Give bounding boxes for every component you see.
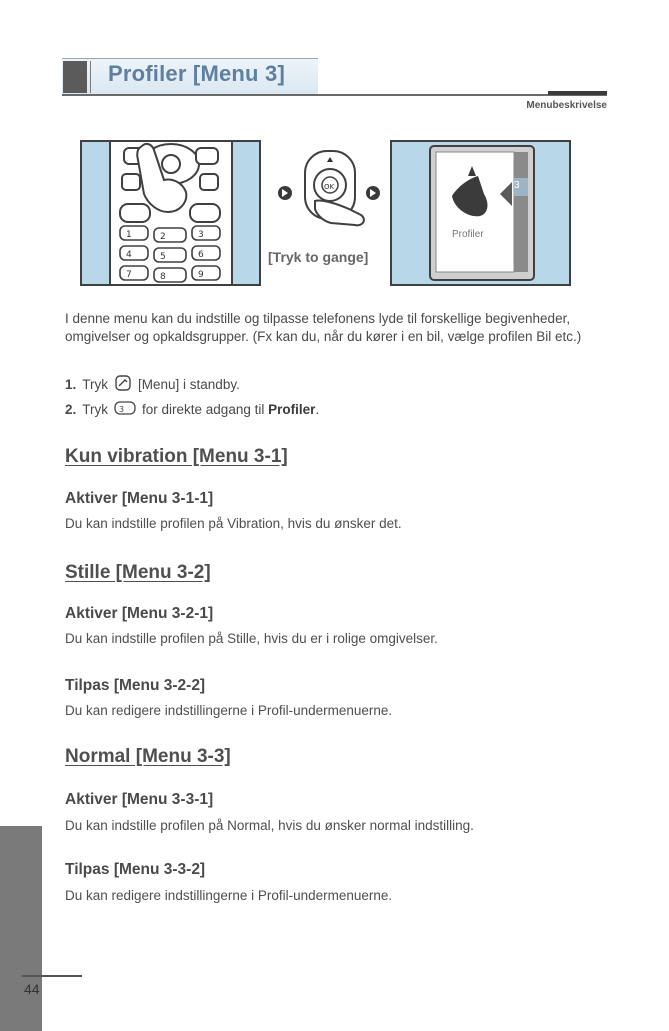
svg-text:1: 1: [126, 230, 132, 240]
key-3-icon: [114, 400, 136, 419]
svg-text:OK: OK: [324, 183, 335, 191]
nav-key-illustration: [275, 143, 387, 243]
step-number: 1.: [65, 377, 77, 392]
intro-paragraph: I denne menu kan du indstille og tilpasse telefonens lyde til forskellige begivenheder, omgivelser og opkaldsgrupper. (Fx kan du, når du kører i en bil, vælge profilen Bil etc.): [65, 311, 582, 344]
subheading-vibration-activate: Aktiver [Menu 3-1-1]: [65, 490, 214, 507]
svg-text:5: 5: [160, 252, 166, 262]
step-text: [Menu] i standby.: [138, 377, 240, 392]
text-silent-customize: Du kan redigere indstillingerne i Profil-undermenuerne.: [65, 703, 393, 718]
page-number-rule: [22, 975, 82, 977]
svg-text:4: 4: [126, 250, 132, 260]
header-rule-accent: [548, 91, 607, 95]
step-text: Tryk: [82, 377, 109, 392]
step-2: 2. Tryk 3 for direkte adgang til Profiler .: [65, 402, 320, 417]
section-subheader: Menubeskrivelse: [526, 100, 607, 111]
svg-text:8: 8: [160, 272, 166, 282]
text-silent-activate: Du kan indstille profilen på Stille, hvis du er i rolige omgivelser.: [65, 631, 438, 646]
section-heading-silent: Stille [Menu 3-2]: [65, 562, 211, 583]
svg-text:2: 2: [160, 232, 166, 242]
menu-key-icon: [114, 374, 132, 395]
subheading-normal-customize: Tilpas [Menu 3-3-2]: [65, 861, 206, 878]
subheading-normal-activate: Aktiver [Menu 3-3-1]: [65, 791, 214, 808]
keypad-illustration: [80, 140, 261, 286]
text-normal-customize: Du kan redigere indstillingerne i Profil-undermenuerne.: [65, 888, 393, 903]
step-number: 2.: [65, 402, 77, 417]
screen-profile-label: Profiler: [452, 229, 484, 240]
svg-text:3: 3: [198, 230, 204, 240]
screen-illustration: [390, 140, 571, 286]
side-tab: [0, 826, 42, 1031]
header-rule: [62, 94, 607, 96]
step-bold-text: Profiler: [268, 402, 316, 417]
svg-text:9: 9: [198, 270, 204, 280]
step-1: [65, 374, 240, 395]
screen-tab-number: 3: [514, 180, 520, 191]
page-number: 44: [24, 981, 40, 997]
subheading-silent-customize: Tilpas [Menu 3-2-2]: [65, 677, 206, 694]
section-heading-normal: Normal [Menu 3-3]: [65, 746, 231, 767]
page-title: Profiler [Menu 3]: [108, 61, 285, 86]
text-vibration-activate: Du kan indstille profilen på Vibration, hvis du ønsker det.: [65, 516, 402, 531]
step-text: Tryk: [82, 402, 109, 417]
svg-text:6: 6: [198, 250, 204, 260]
title-separator: [90, 61, 91, 93]
title-marker: [63, 61, 87, 93]
section-heading-vibration: Kun vibration [Menu 3-1]: [65, 446, 288, 467]
text-normal-activate: Du kan indstille profilen på Normal, hvis du ønsker normal indstilling.: [65, 818, 474, 833]
subheading-silent-activate: Aktiver [Menu 3-2-1]: [65, 605, 214, 622]
title-top-line: [62, 58, 318, 59]
step-text: for direkte adgang til: [142, 402, 265, 417]
illustration-caption: [Tryk to gange]: [268, 249, 369, 265]
svg-text:3: 3: [119, 405, 125, 414]
svg-text:7: 7: [126, 270, 132, 280]
